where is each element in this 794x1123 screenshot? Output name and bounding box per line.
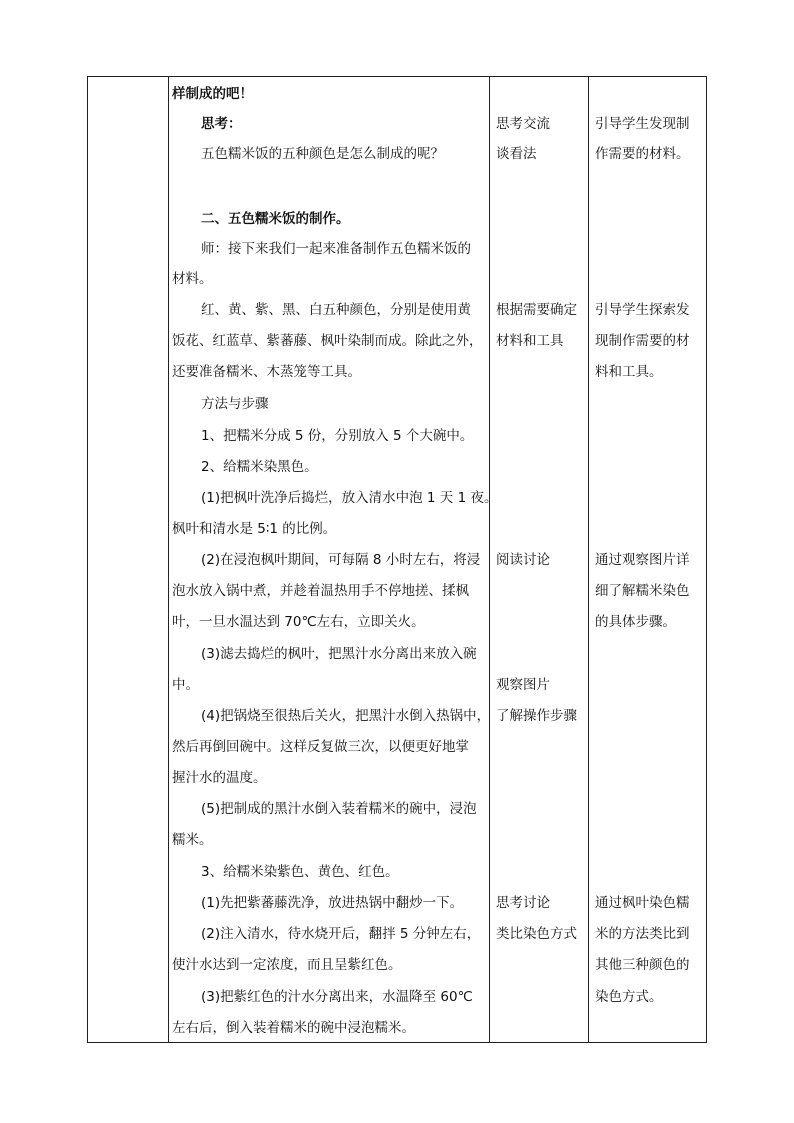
intent-line: 引导学生探索发 (595, 302, 690, 318)
intent-line: 通过枫叶染色糯 (595, 895, 690, 911)
content-line: 叶，一旦水温达到 70℃左右，立即关火。 (172, 614, 425, 630)
section-heading: 二、五色糯米饭的制作。 (201, 211, 350, 227)
content-line: (1)把枫叶洗净后捣烂，放入清水中泡 1 天 1 夜。 (201, 490, 498, 506)
content-line: 握汁水的温度。 (172, 770, 267, 786)
intent-line: 作需要的材料。 (595, 146, 690, 162)
content-line: (5)把制成的黑汁水倒入装着糯米的碗中，浸泡 (201, 801, 477, 817)
content-line: 2、给糯米染黑色。 (201, 459, 318, 475)
column-divider (168, 77, 169, 1042)
content-line: (2)在浸泡枫叶期间，可每隔 8 小时左右，将浸 (201, 552, 481, 568)
intent-line: 的具体步骤。 (595, 614, 676, 630)
content-line: 饭花、红蓝草、紫蕃藤、枫叶染制而成。除此之外， (172, 333, 483, 349)
content-line: 1、把糯米分成 5 份，分别放入 5 个大碗中。 (201, 428, 474, 444)
content-line: 红、黄、紫、黑、白五种颜色，分别是使用黄 (201, 302, 471, 318)
intent-line: 其他三种颜色的 (595, 957, 690, 973)
intent-line: 细了解糯米染色 (595, 583, 690, 599)
content-line: (3)把紫红色的汁水分离出来，水温降至 60℃ (201, 989, 473, 1005)
column-divider (588, 77, 589, 1042)
method-line: 阅读讨论 (496, 552, 550, 568)
content-line: 师：接下来我们一起来准备制作五色糯米饭的 (201, 241, 471, 257)
content-line: 中。 (172, 677, 199, 693)
method-line: 类比染色方式 (496, 926, 577, 942)
method-line: 根据需要确定 (496, 302, 577, 318)
method-line: 谈看法 (496, 146, 537, 162)
content-line: 样制成的吧！ (172, 86, 253, 102)
content-line: (3)滤去捣烂的枫叶，把黑汁水分离出来放入碗 (201, 646, 477, 662)
method-line: 材料和工具 (496, 333, 564, 349)
intent-line: 料和工具。 (595, 364, 663, 380)
content-line: 然后再倒回碗中。这样反复做三次，以便更好地掌 (172, 739, 469, 755)
content-line: 还要准备糯米、木蒸笼等工具。 (172, 364, 361, 380)
method-line: 观察图片 (496, 677, 550, 693)
intent-line: 引导学生发现制 (595, 116, 690, 132)
column-divider (489, 77, 490, 1042)
content-heading: 思考： (201, 116, 242, 132)
content-line: 五色糯米饭的五种颜色是怎么制成的呢？ (201, 146, 444, 162)
content-line: 使汁水达到一定浓度，而且呈紫红色。 (172, 957, 402, 973)
method-line: 了解操作步骤 (496, 708, 577, 724)
content-line: 材料。 (172, 271, 213, 287)
content-line: (2)注入清水，待水烧开后，翻拌 5 分钟左右， (201, 926, 481, 942)
intent-line: 米的方法类比到 (595, 926, 690, 942)
content-line: 方法与步骤 (201, 396, 269, 412)
method-line: 思考讨论 (496, 895, 550, 911)
method-line: 思考交流 (496, 116, 550, 132)
content-line: 3、给糯米染紫色、黄色、红色。 (201, 864, 399, 880)
content-line: 糯米。 (172, 832, 213, 848)
content-line: 泡水放入锅中煮，并趁着温热用手不停地搓、揉枫 (172, 583, 469, 599)
intent-line: 染色方式。 (595, 989, 663, 1005)
intent-line: 通过观察图片详 (595, 552, 690, 568)
content-line: (1)先把紫蕃藤洗净，放进热锅中翻炒一下。 (201, 895, 464, 911)
content-line: 左右后，倒入装着糯米的碗中浸泡糯米。 (172, 1020, 415, 1036)
content-line: 枫叶和清水是 5∶1 的比例。 (172, 521, 337, 537)
content-line: (4)把锅烧至很热后关火，把黑汁水倒入热锅中， (201, 708, 491, 724)
intent-line: 现制作需要的材 (595, 333, 690, 349)
